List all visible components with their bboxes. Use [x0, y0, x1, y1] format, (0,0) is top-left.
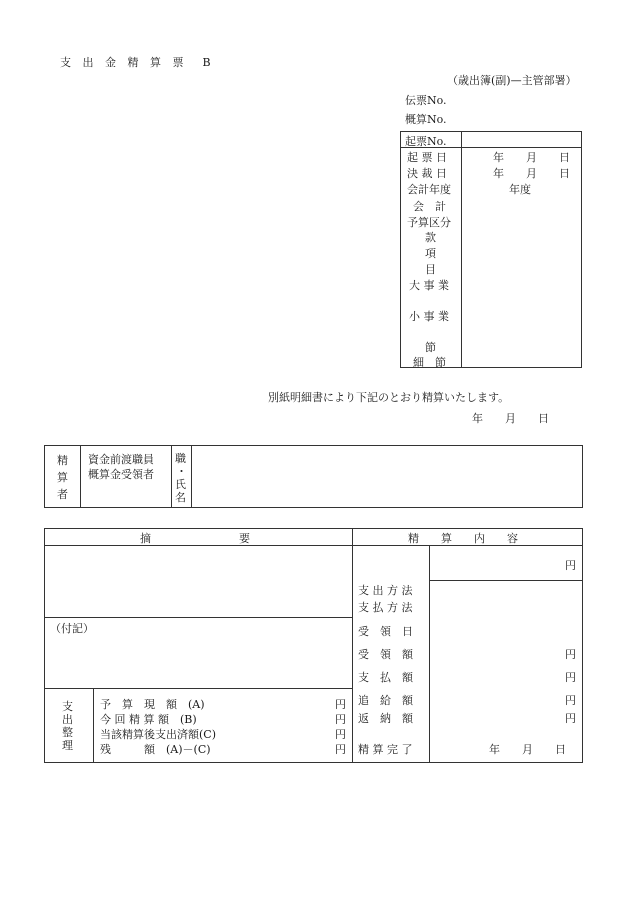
settler-role-2: 概算金受領者	[88, 468, 154, 481]
denpyo-no-label: 伝票No.	[405, 94, 447, 107]
statement-note: 別紙明細書により下記のとおり精算いたします。	[268, 391, 510, 404]
juryo-bi-label: 受 領 日	[358, 625, 413, 638]
yen-unit: 円	[565, 694, 576, 707]
seisan-kanryo-label: 精 算 完 了	[358, 743, 413, 756]
payment-method-label-2: 支 払 方 法	[358, 601, 413, 614]
voucher-row-label: 予算区分	[407, 216, 451, 229]
yen-unit: 円	[565, 648, 576, 661]
seiri-row-label: 当該精算後支出済額(C)	[100, 728, 216, 741]
appendix-label: （付記）	[50, 622, 94, 635]
yen-unit: 円	[565, 559, 576, 572]
voucher-row-label: 会 計	[413, 200, 446, 213]
yen-unit: 円	[565, 671, 576, 684]
voucher-row-value: 年 月 日	[493, 167, 570, 180]
voucher-row-label: 細 節	[413, 356, 446, 369]
voucher-row-label: 節	[425, 341, 436, 354]
voucher-row-label: 項	[425, 247, 436, 260]
seiri-row-label: 残 額 (A)－(C)	[100, 743, 211, 756]
name-label-char: 職	[175, 452, 186, 465]
settler-role-1: 資金前渡職員	[88, 453, 154, 466]
shiharai-gaku-label: 支 払 額	[358, 671, 413, 684]
document-title: 支 出 金 精 算 票 B	[60, 56, 215, 69]
seiri-label-char: 理	[62, 739, 73, 752]
seiri-row-label: 予 算 現 額 (A)	[100, 698, 205, 711]
henno-gaku-label: 返 納 額	[358, 712, 413, 725]
yen-unit: 円	[335, 713, 346, 726]
seiri-row-label: 今 回 精 算 額 (B)	[100, 713, 197, 726]
seiri-label-char: 整	[62, 726, 73, 739]
voucher-row-label: 款	[425, 231, 436, 244]
name-label-char: ・	[176, 465, 187, 478]
document-subtitle: （歳出簿(副)—主管部署）	[447, 74, 577, 87]
payment-method-label-1: 支 出 方 法	[358, 584, 413, 597]
voucher-row-label: 起 票 日	[407, 151, 447, 164]
name-label-char: 氏	[175, 478, 186, 491]
column-header-summary: 摘 要	[140, 532, 250, 545]
statement-date: 年 月 日	[472, 412, 549, 425]
settlement-table	[44, 528, 583, 763]
voucher-row-label: 大 事 業	[409, 279, 449, 292]
settler-box	[44, 445, 583, 508]
gaisan-no-label: 概算No.	[405, 113, 447, 126]
yen-unit: 円	[335, 728, 346, 741]
settler-label-char: 算	[57, 471, 68, 484]
seiri-label-char: 支	[62, 700, 73, 713]
kanryo-date: 年 月 日	[489, 743, 566, 756]
column-header-content: 精 算 内 容	[408, 532, 518, 545]
voucher-row-label: 会計年度	[407, 183, 451, 196]
name-label-char: 名	[175, 491, 186, 504]
juryo-gaku-label: 受 領 額	[358, 648, 413, 661]
tsuikyu-gaku-label: 追 給 額	[358, 694, 413, 707]
yen-unit: 円	[565, 712, 576, 725]
kihyo-no-label: 起票No.	[405, 135, 447, 148]
settler-label-char: 者	[57, 488, 68, 501]
yen-unit: 円	[335, 698, 346, 711]
voucher-row-value: 年 月 日	[493, 151, 570, 164]
settler-label-char: 精	[57, 454, 68, 467]
yen-unit: 円	[335, 743, 346, 756]
voucher-row-label: 小 事 業	[409, 310, 449, 323]
voucher-row-value: 年度	[509, 183, 531, 196]
voucher-box	[400, 131, 582, 368]
voucher-row-label: 決 裁 日	[407, 167, 447, 180]
voucher-row-label: 目	[425, 263, 436, 276]
seiri-label-char: 出	[62, 713, 73, 726]
